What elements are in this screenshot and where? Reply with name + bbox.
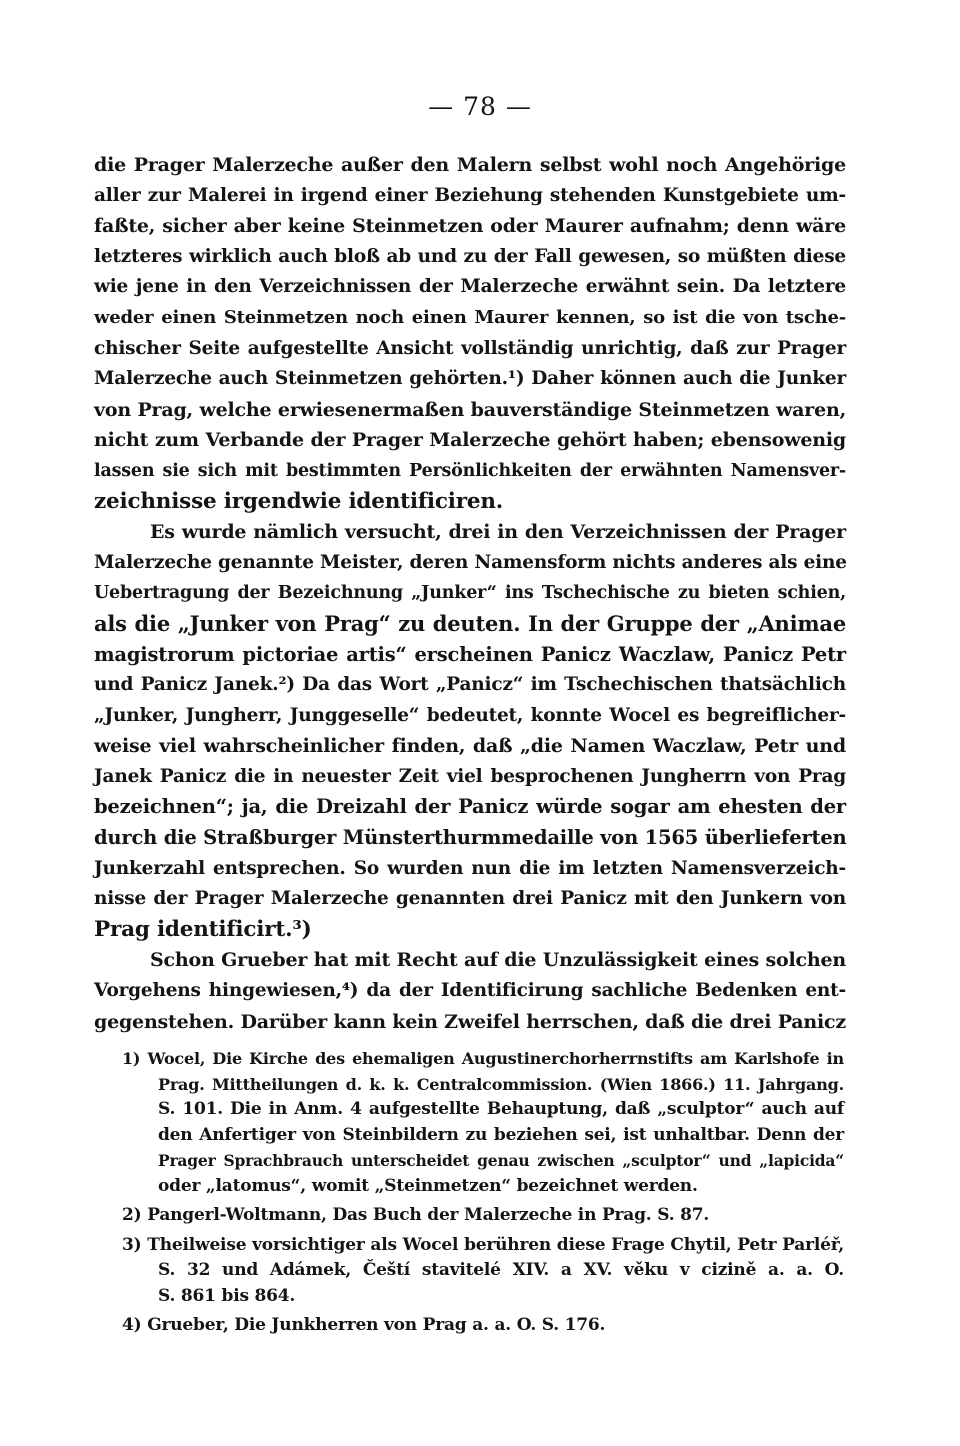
body-line: magistrorum pictoriae artis“ erscheinen Panicz Waczlaw, Panicz Petr (94, 642, 846, 666)
body-line: weise viel wahrscheinlicher finden, daß „die Namen Waczlaw, Petr und (94, 735, 846, 758)
body-line: chischer Seite aufgestellte Ansicht vollständig unrichtig, daß zur Prager (94, 337, 846, 359)
footnote-line: 2) Pangerl-Woltmann, Das Buch der Malerzeche in Prag. S. 87. (122, 1205, 710, 1225)
footnote-line: S. 861 bis 864. (158, 1285, 296, 1306)
body-line: „Junker, Jungherr, Junggeselle“ bedeutet, konnte Wocel es begreiflicher- (94, 704, 846, 726)
body-line: gegenstehen. Darüber kann kein Zweifel herrschen, daß die drei Panicz (94, 1010, 846, 1033)
body-line: Prag identificirt.³) (94, 916, 312, 942)
body-line: bezeichnen“; ja, die Dreizahl der Panicz würde sogar am ehesten der (94, 795, 846, 819)
footnote-line: Prag. Mittheilungen d. k. k. Centralcommission. (Wien 1866.) 11. Jahrgang. (158, 1074, 844, 1094)
body-line: Malerzeche genannte Meister, deren Namensform nichts anderes als eine (94, 551, 847, 573)
body-line: zeichnisse irgendwie identificiren. (94, 488, 504, 514)
footnotes (122, 1046, 844, 1339)
body-line: Janek Panicz die in neuester Zeit viel besprochenen Jungherrn von Prag (94, 765, 846, 787)
body-line: Es wurde nämlich versucht, drei in den Verzeichnissen der Prager (150, 521, 846, 544)
body-line: nicht zum Verbande der Prager Malerzeche gehört haben; ebensowenig (94, 429, 846, 452)
footnote-line: 3) Theilweise vorsichtiger als Wocel berühren diese Frage Chytil, Petr Parléř, (122, 1234, 844, 1255)
page-number: — 78 — (428, 92, 532, 121)
body-line: und Panicz Janek.²) Da das Wort „Panicz“ im Tschechischen thatsächlich (94, 674, 846, 696)
body-line: die Prager Malerzeche außer den Malern selbst wohl noch Angehörige (94, 154, 846, 176)
body-line: Schon Grueber hat mit Recht auf die Unzulässigkeit eines solchen (150, 949, 846, 972)
footnote-line: S. 32 und Adámek, Čeští stavitelé XIV. a XV. věku v cizině a. a. O. (158, 1260, 844, 1280)
body-text (94, 150, 846, 1037)
footnote-line: Prager Sprachbrauch unterscheidet genau zwischen „sculptor“ und „lapicida“ (158, 1151, 844, 1170)
body-line: Junkerzahl entsprechen. So wurden nun die im letzten Namensverzeich- (94, 857, 846, 879)
footnote-line: 4) Grueber, Die Junkherren von Prag a. a. O. S. 176. (122, 1315, 606, 1335)
footnote-line: S. 101. Die in Anm. 4 aufgestellte Behauptung, daß „sculptor“ auch auf (158, 1099, 844, 1119)
body-line: Vorgehens hingewiesen,⁴) da der Identificirung sachliche Bedenken ent- (94, 980, 846, 1002)
body-line: letzteres wirklich auch bloß ab und zu der Fall gewesen, so müßten diese (94, 245, 846, 267)
body-line: aller zur Malerei in irgend einer Beziehung stehenden Kunstgebiete um- (94, 184, 846, 206)
body-line: von Prag, welche erwiesenermaßen bauverständige Steinmetzen waren, (94, 398, 846, 421)
body-line: Uebertragung der Bezeichnung „Junker“ ins Tschechische zu bieten schien, (94, 583, 846, 604)
footnote-line: oder „latomus“, womit „Steinmetzen“ bezeichnet werden. (158, 1175, 698, 1196)
body-line: als die „Junker von Prag“ zu deuten. In der Gruppe der „Animae (94, 610, 846, 636)
body-line: Malerzeche auch Steinmetzen gehörten.¹) Daher können auch die Junker (94, 368, 846, 390)
footnote-line: den Anfertiger von Steinbildern zu beziehen sei, ist unhaltbar. Denn der (158, 1124, 844, 1145)
body-line: weder einen Steinmetzen noch einen Maurer kennen, so ist die von tsche- (94, 306, 846, 328)
body-line: faßte, sicher aber keine Steinmetzen oder Maurer aufnahm; denn wäre (94, 215, 846, 238)
footnote-line: 1) Wocel, Die Kirche des ehemaligen Augustinerchorherrnstifts am Karlshofe in (122, 1049, 844, 1068)
body-line: nisse der Prager Malerzeche genannten drei Panicz mit den Junkern von (94, 888, 846, 910)
body-line: wie jene in den Verzeichnissen der Malerzeche erwähnt sein. Da letztere (94, 276, 846, 298)
body-line: durch die Straßburger Münsterthurmmedaille von 1565 überlieferten (94, 826, 847, 850)
body-line: lassen sie sich mit bestimmten Persönlichkeiten der erwähnten Namensver- (94, 460, 846, 481)
